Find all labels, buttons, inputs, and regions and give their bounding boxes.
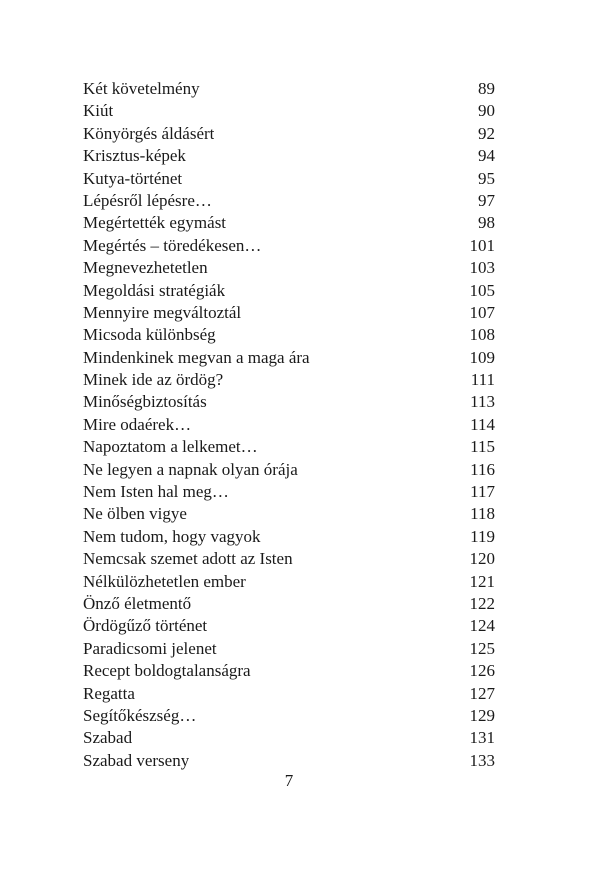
table-of-contents (83, 78, 495, 772)
toc-entry (83, 257, 495, 279)
toc-entry-title: Megértés – töredékesen… (83, 235, 262, 255)
toc-entry (83, 683, 495, 705)
toc-entry-title: Lépésről lépésre… (83, 190, 212, 210)
toc-entry (83, 660, 495, 682)
toc-entry-title: Recept boldogtalanságra (83, 661, 251, 681)
toc-entry (83, 302, 495, 324)
toc-entry-page: 105 (469, 280, 495, 300)
toc-entry-title: Nélkülözhetetlen ember (83, 571, 246, 591)
toc-entry-title: Mennyire megváltoztál (83, 302, 242, 322)
toc-entry-page: 129 (469, 705, 495, 725)
toc-entry-page: 121 (469, 571, 495, 591)
toc-entry (83, 526, 495, 548)
toc-entry-page: 122 (469, 593, 495, 613)
toc-entry (83, 481, 495, 503)
toc-entry-title: Krisztus-képek (83, 146, 186, 166)
toc-entry (83, 324, 495, 346)
toc-entry (83, 548, 495, 570)
toc-entry-page: 109 (469, 347, 495, 367)
toc-entry-page: 124 (469, 616, 495, 636)
toc-entry-title: Paradicsomi jelenet (83, 638, 217, 658)
toc-entry (83, 727, 495, 749)
toc-entry (83, 571, 495, 593)
toc-entry (83, 235, 495, 257)
toc-entry (83, 503, 495, 525)
page-number: 7 (284, 771, 294, 790)
toc-entry-page: 97 (478, 190, 495, 210)
toc-entry (83, 190, 495, 212)
toc-entry (83, 705, 495, 727)
toc-entry-title: Megoldási stratégiák (83, 280, 226, 300)
toc-entry (83, 168, 495, 190)
toc-entry-page: 125 (469, 638, 495, 658)
toc-entry-title: Szabad (83, 728, 133, 748)
toc-entry-page: 113 (470, 392, 495, 412)
toc-entry (83, 100, 495, 122)
toc-entry (83, 638, 495, 660)
toc-entry-page: 90 (478, 101, 495, 121)
toc-entry-page: 101 (469, 235, 495, 255)
toc-entry (83, 347, 495, 369)
toc-entry-title: Két követelmény (83, 79, 200, 98)
toc-entry-page: 107 (469, 302, 495, 322)
toc-entry (83, 212, 495, 234)
toc-entry (83, 145, 495, 167)
toc-entry (83, 459, 495, 481)
toc-entry-page: 116 (470, 459, 495, 479)
toc-entry-title: Nem Isten hal meg… (83, 482, 229, 502)
toc-entry-title: Segítőkészség… (83, 705, 197, 725)
toc-entry-page: 111 (470, 370, 495, 390)
toc-entry-title: Micsoda különbség (83, 325, 216, 345)
toc-entry-title: Ne legyen a napnak olyan órája (83, 459, 298, 479)
toc-entry-title: Ne ölben vigye (83, 504, 187, 524)
toc-entry-page: 94 (478, 146, 495, 166)
toc-entry (83, 436, 495, 458)
toc-entry-title: Napoztatom a lelkemet… (83, 437, 258, 457)
toc-entry-page: 133 (469, 750, 495, 770)
toc-entry-page: 120 (469, 549, 495, 569)
toc-entry-title: Minek ide az ördög? (83, 370, 224, 390)
toc-entry-title: Megértették egymást (83, 213, 227, 233)
toc-entry (83, 280, 495, 302)
toc-entry (83, 750, 495, 772)
toc-entry-page: 131 (469, 728, 495, 748)
toc-entry-page: 114 (470, 414, 495, 434)
toc-entry-title: Kutya-történet (83, 168, 183, 188)
toc-entry (83, 615, 495, 637)
toc-entry-page: 89 (478, 79, 495, 98)
toc-entry (83, 78, 495, 100)
toc-entry (83, 369, 495, 391)
toc-entry (83, 123, 495, 145)
toc-entry-title: Önző életmentő (83, 593, 192, 613)
toc-entry-page: 118 (470, 504, 495, 524)
toc-entry-title: Regatta (83, 683, 135, 703)
toc-entry-title: Mire odaérek… (83, 414, 192, 434)
toc-entry-page: 115 (470, 437, 495, 457)
toc-entry-page: 119 (470, 526, 495, 546)
toc-entry-title: Nem tudom, hogy vagyok (83, 526, 261, 546)
toc-entry-page: 103 (469, 258, 495, 278)
toc-entry-page: 117 (470, 482, 495, 502)
toc-entry-title: Minőségbiztosítás (83, 392, 207, 412)
toc-entry-page: 92 (478, 123, 495, 143)
toc-entry (83, 391, 495, 413)
toc-entry-page: 95 (478, 168, 495, 188)
toc-entry-title: Megnevezhetetlen (83, 258, 208, 278)
toc-entry (83, 593, 495, 615)
toc-entry-title: Szabad verseny (83, 750, 190, 770)
toc-entry (83, 414, 495, 436)
toc-entry-title: Ördögűző történet (83, 616, 208, 636)
toc-entry-title: Kiút (83, 101, 114, 121)
toc-entry-title: Mindenkinek megvan a maga ára (83, 347, 310, 367)
toc-entry-page: 98 (478, 213, 495, 233)
toc-entry-page: 108 (469, 325, 495, 345)
toc-entry-title: Könyörgés áldásért (83, 123, 215, 143)
toc-entry-title: Nemcsak szemet adott az Isten (83, 549, 293, 569)
toc-entry-page: 126 (469, 661, 495, 681)
toc-entry-page: 127 (469, 683, 495, 703)
